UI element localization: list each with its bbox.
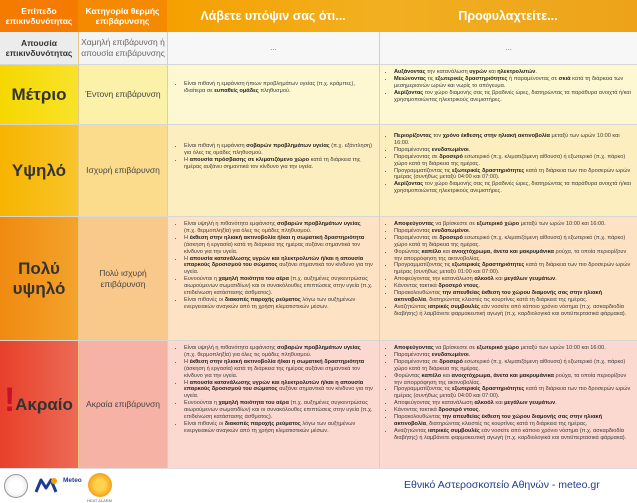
table-row-extreme	[0, 341, 637, 468]
risk-level-label: Μέτριο	[11, 84, 67, 104]
bullet-item: • Είναι πιθανές οι διακοπές παροχής ρεύματος λόγω των αυξημένων ενεργειακών αναγκών από τη χρήση κλιματιστικών μέσων.	[184, 297, 373, 311]
considerations-list	[177, 221, 373, 311]
precautions-list	[387, 345, 633, 442]
considerations-cell: ...	[167, 32, 379, 64]
considerations-cell	[167, 217, 379, 340]
bullet-item: • Παραμένοντας ενυδατωμένοι.	[394, 228, 633, 235]
risk-level-cell	[0, 217, 78, 340]
considerations-cell	[167, 341, 379, 468]
bullet-item: • Μειώνοντας τις εξωτερικές δραστηριότητες ή παραμένοντας σε σκιά κατά τη διάρκεια των μεσημεριανών ωρών και νωρίς το απόγευμα.	[394, 76, 633, 90]
meteo-logo-icon	[34, 476, 60, 494]
bullet-item: • Κάνοντας τακτικά δροσερό ντους.	[394, 407, 633, 414]
bullet-item: • Αναζητώντας ιατρικές συμβουλές εάν νοσείτε από κάποιο χρόνιο νόσημα (π.χ. ασκαρδιοδία διαβήτης) ή λαμβάνετε φαρμακευτική αγωγή (π.χ. καρδιολογικά και αντιϋπερτασικά φάρμακα).	[394, 428, 633, 442]
risk-level-cell: Απουσία επικινδυνότητας	[0, 32, 78, 64]
table-row-very-high	[0, 217, 637, 341]
bullet-item: • Προγραμματίζοντας τις εξωτερικές δραστηριότητες κατά τη διάρκεια των πιο δροσερών ωρών ημέρας (συνήθως μεταξύ 04:00 και 07:00).	[394, 168, 633, 182]
bullet-item: • Αποφεύγοντας να βρίσκεστε σε εξωτερικό χώρο μεταξύ των ωρών 10:00 και 16:00.	[394, 345, 633, 352]
heat-alarm-label: HEAT ALARM	[87, 498, 112, 503]
considerations-list	[177, 143, 373, 171]
observatory-seal-icon	[4, 474, 28, 498]
bullet-item: • Προγραμματίζοντας τις εξωτερικές δραστηριότητες κατά τη διάρκεια των πιο δροσερών ωρών ημέρας (συνήθως μεταξύ 01:00 και 07:00).	[394, 262, 633, 276]
bullet-item: • Φορώντας καπέλο και ανοιχτόχρωμα, άνετα και μακρυμάνικα ρούχα, τα οποία περιορίζουν την απορρόφηση της ακτινοβολίας.	[394, 373, 633, 387]
bullet-item: • Παραμένοντας σε δροσερό εσωτερικό (π.χ. κλιματιζόμενη αίθουσα) ή εξωτερικό (π.χ. πάρκο) χώρο κατά τη διάρκεια της ημέρας.	[394, 154, 633, 168]
table-row-high	[0, 125, 637, 217]
considerations-list	[177, 81, 373, 95]
considerations-cell	[167, 125, 379, 216]
risk-level-label: Ακραίο	[15, 394, 73, 414]
warning-exclamation-icon: !	[4, 381, 16, 419]
header-risk-level: Επίπεδο επικινδυνότητας	[0, 0, 78, 32]
bullet-item: • Αερίζοντας τον χώρο διαμονής σας τις βραδινές ώρες, διατηρώντας τα παράθυρα ανοιχτά ή/και χρησιμοποιώντας ηλεκτρικούς ανεμιστήρες.	[394, 90, 633, 104]
bullet-item: • Αυξάνοντας την κατανάλωση υγρών και ηλεκτρολυτών.	[394, 69, 633, 76]
considerations-list	[177, 345, 373, 435]
bullet-item: • Αερίζοντας τον χώρο διαμονής σας τις βραδινές ώρες, διατηρώντας τα παράθυρα ανοιχτά ή/και χρησιμοποιώντας ηλεκτρικούς ανεμιστήρες.	[394, 181, 633, 195]
bullet-item: • Παραμένοντας ενυδατωμένοι.	[394, 147, 633, 154]
bullet-item: • Αναζητώντας ιατρικές συμβουλές εάν νοσείτε από κάποιο χρόνιο νόσημα (π.χ. ασκαρδιοδία διαβήτης) ή λαμβάνετε φαρμακευτική αγωγή (π.χ. καρδιολογικά και αντιϋπερτασικά φάρμακα).	[394, 304, 633, 318]
bullet-item: • Παραμένοντας σε δροσερό εσωτερικό (π.χ. κλιματιζόμενη αίθουσα) ή εξωτερικό (π.χ. πάρκο) χώρο κατά τη διάρκεια της ημέρας.	[394, 359, 633, 373]
risk-level-label: Υψηλό	[11, 160, 67, 180]
heat-alarm-logo-icon	[88, 473, 112, 497]
category-cell: Χαμηλή επιβάρυνση ή απουσία επιβάρυνσης	[78, 32, 167, 64]
category-cell: Έντονη επιβάρυνση	[78, 65, 167, 124]
precautions-cell	[379, 217, 637, 340]
bullet-item: • Αποφεύγοντας την κατανάλωση αλκοόλ και μεγάλων γευμάτων.	[394, 276, 633, 283]
category-cell: Πολύ ισχυρή επιβάρυνση	[78, 217, 167, 340]
risk-level-label: Πολύ υψηλό	[12, 258, 66, 298]
risk-level-cell	[0, 341, 78, 468]
header-heat-category: Κατηγορία θερμής επιβάρυνσης	[78, 0, 167, 32]
bullet-item: • Προγραμματίζοντας τις εξωτερικές δραστηριότητες κατά τη διάρκεια των πιο δροσερών ωρών ημέρας (συνήθως μεταξύ 04:00 και 07:00).	[394, 386, 633, 400]
risk-level-cell	[0, 125, 78, 216]
header-precautions: Προφυλαχτείτε...	[379, 0, 637, 32]
bullet-item: • Η απουσία πρόσβασης σε κλιματιζόμενο χώρο κατά τη διάρκεια της ημέρας αυξάνει σημαντικά τον κίνδυνο για την υγεία.	[184, 157, 373, 171]
risk-level-cell	[0, 65, 78, 124]
bullet-item: • Είναι πιθανή η εμφάνιση ήπιων προβλημάτων υγείας (π.χ. κράμπες), ιδιαίτερα σε ευπαθείς ομάδες πληθυσμού.	[184, 81, 373, 95]
bullet-item: • Είναι πιθανές οι διακοπές παροχής ρεύματος λόγω των αυξημένων ενεργειακών αναγκών από τη χρήση κλιματιστικών μέσων.	[184, 421, 373, 435]
precautions-cell: ...	[379, 32, 637, 64]
table-row-moderate	[0, 65, 637, 125]
precautions-list	[387, 69, 633, 104]
bullet-item: • Η απουσία κατανάλωσης υγρών και ηλεκτρολυτών ή/και η απουσία επαρκούς δροσισμού του σώματος αυξάνει σημαντικά τον κίνδυνο για την υγεία.	[184, 256, 373, 277]
precautions-list	[387, 221, 633, 318]
bullet-item: • Είναι υψηλή η πιθανότητα εμφάνισης σοβαρών προβλημάτων υγείας (π.χ. θερμοπληξία) για όλες τις ομάδες πληθυσμού.	[184, 221, 373, 235]
precautions-cell	[379, 341, 637, 468]
bullet-item: • Είναι υψηλή η πιθανότητα εμφάνισης σοβαρών προβλημάτων υγείας (π.χ. θερμοπληξία) για όλες τις ομάδες πληθυσμού.	[184, 345, 373, 359]
footer	[0, 468, 637, 503]
category-cell: Ακραία επιβάρυνση	[78, 341, 167, 468]
precautions-cell	[379, 125, 637, 216]
bullet-item: • Είναι πιθανή η εμφάνιση σοβαρών προβλημάτων υγείας (π.χ. εξάντληση) για όλες τις ομάδες πληθυσμού.	[184, 143, 373, 157]
bullet-item: • Παρακολουθώντας την απευθείας έκθεση του χώρου διαμονής σας στην ηλιακή ακτινοβολία, διατηρώντας κλειστές τις κουρτίνες κατά τη διάρκεια της ημέρας.	[394, 290, 633, 304]
considerations-cell	[167, 65, 379, 124]
bullet-item: • Αποφεύγοντας να βρίσκεστε σε εξωτερικό χώρο μεταξύ των ωρών 10:00 και 16:00.	[394, 221, 633, 228]
precautions-cell	[379, 65, 637, 124]
bullet-item: • Η απουσία κατανάλωσης υγρών και ηλεκτρολυτών ή/και η απουσία επαρκούς δροσισμού του σώματος αυξάνει σημαντικά τον κίνδυνο για την υγεία.	[184, 380, 373, 401]
table-header	[0, 0, 637, 32]
table-row-absence	[0, 32, 637, 65]
bullet-item: • Ευνοούνται η χαμηλή ποιότητα του αέρα (π.χ. αυξημένες συγκεντρώσεις αιωρούμενων σωματιδίων) και οι συνακόλουθες επιπτώσεις στην υγεία (π.χ. επιδείνωση κατάστασης άσθματος).	[184, 400, 373, 421]
precautions-list	[387, 133, 633, 195]
bullet-item: • Παρακολουθώντας την απευθείας έκθεση του χώρου διαμονής σας στην ηλιακή ακτινοβολία, διατηρώντας κλειστές τις κουρτίνες κατά τη διάρκεια της ημέρας.	[394, 414, 633, 428]
bullet-item: • Παραμένοντας ενυδατωμένοι.	[394, 352, 633, 359]
meteo-logo-label: Meteo	[63, 477, 82, 484]
bullet-item: • Αποφεύγοντας την κατανάλωση αλκοόλ και μεγάλων γευμάτων.	[394, 400, 633, 407]
bullet-item: • Φορώντας καπέλο και ανοιχτόχρωμα, άνετα και μακρυμάνικα ρούχα, τα οποία περιορίζουν την απορρόφηση της ακτινοβολίας.	[394, 249, 633, 263]
bullet-item: • Παραμένοντας σε δροσερό εσωτερικό (π.χ. κλιματιζόμενη αίθουσα) ή εξωτερικό (π.χ. πάρκο) χώρο κατά τη διάρκεια της ημέρας.	[394, 235, 633, 249]
category-cell: Ισχυρή επιβάρυνση	[78, 125, 167, 216]
bullet-item: • Περιορίζοντας τον χρόνο έκθεσης στην ηλιακή ακτινοβολία μεταξύ των ωρών 10:00 και 16:00.	[394, 133, 633, 147]
footer-title: Εθνικό Αστεροσκοπείο Αθηνών - meteo.gr	[404, 479, 600, 491]
bullet-item: • Ευνοούνται η χαμηλή ποιότητα του αέρα (π.χ. αυξημένες συγκεντρώσεις αιωρούμενων σωματιδίων) και οι συνακόλουθες επιπτώσεις στην υγεία (π.χ. επιδείνωση κατάστασης άσθματος).	[184, 276, 373, 297]
bullet-item: • Κάνοντας τακτικά δροσερό ντους.	[394, 283, 633, 290]
bullet-item: • Η έκθεση στην ηλιακή ακτινοβολία ή/και η σωματική δραστηριότητα (άσκηση ή εργασία) κατά τη διάρκεια της ημέρας αυξάνει σημαντικά τον κίνδυνο για την υγεία.	[184, 235, 373, 256]
header-considerations: Λάβετε υπόψιν σας ότι...	[167, 0, 379, 32]
bullet-item: • Η έκθεση στην ηλιακή ακτινοβολία ή/και η σωματική δραστηριότητα (άσκηση ή εργασία) κατά τη διάρκεια της ημέρας αυξάνει σημαντικά τον κίνδυνο για την υγεία.	[184, 359, 373, 380]
